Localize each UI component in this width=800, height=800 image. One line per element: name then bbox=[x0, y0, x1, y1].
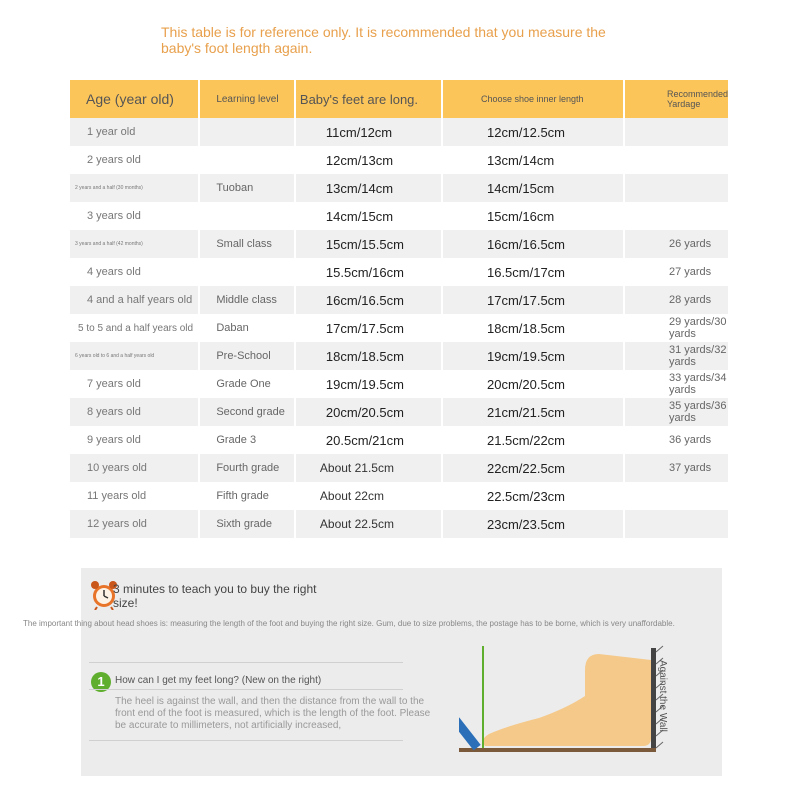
cell-learning-level: Grade 3 bbox=[200, 426, 296, 454]
cell-age: 1 year old bbox=[70, 118, 200, 146]
guide-tip: The important thing about head shoes is: measuring the length of the foot and buying the right size. Gum, due to size problems, the postage has to be borne, which is very unaffordable. bbox=[23, 619, 675, 628]
cell-shoe-length: 20cm/20.5cm bbox=[443, 370, 625, 398]
cell-learning-level: Small class bbox=[200, 230, 296, 258]
cell-shoe-length: 23cm/23.5cm bbox=[443, 510, 625, 538]
cell-shoe-length: 17cm/17.5cm bbox=[443, 286, 625, 314]
cell-feet-length: 20.5cm/21cm bbox=[296, 426, 443, 454]
cell-yardage: 28 yards bbox=[625, 286, 730, 314]
header-feet-length: Baby's feet are long. bbox=[296, 80, 443, 118]
cell-yardage: 26 yards bbox=[625, 230, 730, 258]
table-row bbox=[70, 454, 730, 482]
cell-feet-length: 20cm/20.5cm bbox=[296, 398, 443, 426]
guide-title: 3 minutes to teach you to buy the right size! bbox=[113, 582, 317, 610]
cell-learning-level bbox=[200, 258, 296, 286]
cell-shoe-length: 22.5cm/23cm bbox=[443, 482, 625, 510]
cell-yardage bbox=[625, 510, 730, 538]
cell-age: 8 years old bbox=[70, 398, 200, 426]
cell-age: 5 to 5 and a half years old bbox=[70, 314, 200, 342]
cell-feet-length: 18cm/18.5cm bbox=[296, 342, 443, 370]
cell-yardage bbox=[625, 202, 730, 230]
cell-age: 11 years old bbox=[70, 482, 200, 510]
cell-yardage bbox=[625, 482, 730, 510]
cell-learning-level: Fourth grade bbox=[200, 454, 296, 482]
cell-yardage: 37 yards bbox=[625, 454, 730, 482]
wall-label: Against the Wall bbox=[657, 660, 668, 732]
cell-feet-length: 14cm/15cm bbox=[296, 202, 443, 230]
cell-learning-level bbox=[200, 202, 296, 230]
reference-notice: This table is for reference only. It is recommended that you measure the baby's foot length again. bbox=[161, 24, 606, 56]
cell-shoe-length: 18cm/18.5cm bbox=[443, 314, 625, 342]
cell-shoe-length: 14cm/15cm bbox=[443, 174, 625, 202]
measuring-guide-panel bbox=[23, 568, 722, 776]
cell-learning-level: Daban bbox=[200, 314, 296, 342]
cell-yardage: 33 yards/34 yards bbox=[625, 370, 730, 398]
cell-learning-level bbox=[200, 118, 296, 146]
step-number-badge: 1 bbox=[91, 672, 111, 692]
cell-age: 2 years old bbox=[70, 146, 200, 174]
table-row bbox=[70, 118, 730, 146]
table-row bbox=[70, 370, 730, 398]
cell-age: 9 years old bbox=[70, 426, 200, 454]
header-yardage: Recommended Yardage bbox=[625, 80, 730, 118]
cell-learning-level: Fifth grade bbox=[200, 482, 296, 510]
cell-yardage bbox=[625, 174, 730, 202]
header-learning-level: Learning level bbox=[200, 80, 296, 118]
cell-age: 4 and a half years old bbox=[70, 286, 200, 314]
cell-feet-length: 19cm/19.5cm bbox=[296, 370, 443, 398]
cell-age: 7 years old bbox=[70, 370, 200, 398]
cell-feet-length: 15.5cm/16cm bbox=[296, 258, 443, 286]
cell-shoe-length: 12cm/12.5cm bbox=[443, 118, 625, 146]
cell-feet-length: 13cm/14cm bbox=[296, 174, 443, 202]
cell-feet-length: About 21.5cm bbox=[296, 454, 443, 482]
table-row bbox=[70, 230, 730, 258]
cell-yardage: 35 yards/36 yards bbox=[625, 398, 730, 426]
cell-age: 2 years and a half (30 months) bbox=[70, 174, 200, 202]
cell-age: 6 years old to 6 and a half years old bbox=[70, 342, 200, 370]
header-age: Age (year old) bbox=[70, 80, 200, 118]
size-chart-table bbox=[70, 80, 730, 538]
table-row bbox=[70, 398, 730, 426]
cell-shoe-length: 13cm/14cm bbox=[443, 146, 625, 174]
cell-shoe-length: 21cm/21.5cm bbox=[443, 398, 625, 426]
divider bbox=[89, 740, 403, 741]
table-row bbox=[70, 258, 730, 286]
cell-shoe-length: 16cm/16.5cm bbox=[443, 230, 625, 258]
foot-measure-illustration bbox=[459, 638, 689, 758]
table-row bbox=[70, 342, 730, 370]
table-row bbox=[70, 426, 730, 454]
cell-yardage: 36 yards bbox=[625, 426, 730, 454]
cell-feet-length: 12cm/13cm bbox=[296, 146, 443, 174]
step-question: How can I get my feet long? (New on the right) bbox=[115, 675, 322, 686]
cell-learning-level: Grade One bbox=[200, 370, 296, 398]
cell-shoe-length: 15cm/16cm bbox=[443, 202, 625, 230]
step-description: The heel is against the wall, and then the distance from the wall to the front end of the foot is measured, which is the length of the foot. Please be accurate to millimeters, not artificially increased, bbox=[115, 696, 431, 731]
cell-learning-level: Sixth grade bbox=[200, 510, 296, 538]
cell-learning-level: Tuoban bbox=[200, 174, 296, 202]
divider bbox=[89, 662, 403, 663]
table-row bbox=[70, 314, 730, 342]
table-row bbox=[70, 174, 730, 202]
cell-shoe-length: 22cm/22.5cm bbox=[443, 454, 625, 482]
cell-shoe-length: 19cm/19.5cm bbox=[443, 342, 625, 370]
cell-learning-level: Middle class bbox=[200, 286, 296, 314]
cell-age: 10 years old bbox=[70, 454, 200, 482]
cell-yardage: 29 yards/30 yards bbox=[625, 314, 730, 342]
cell-age: 12 years old bbox=[70, 510, 200, 538]
cell-feet-length: About 22cm bbox=[296, 482, 443, 510]
cell-shoe-length: 21.5cm/22cm bbox=[443, 426, 625, 454]
cell-yardage: 31 yards/32 yards bbox=[625, 342, 730, 370]
table-header-row bbox=[70, 80, 730, 118]
cell-yardage bbox=[625, 118, 730, 146]
cell-feet-length: 16cm/16.5cm bbox=[296, 286, 443, 314]
cell-feet-length: 15cm/15.5cm bbox=[296, 230, 443, 258]
cell-age: 4 years old bbox=[70, 258, 200, 286]
header-shoe-length: Choose shoe inner length bbox=[443, 80, 625, 118]
cell-yardage: 27 yards bbox=[625, 258, 730, 286]
table-row bbox=[70, 286, 730, 314]
cell-shoe-length: 16.5cm/17cm bbox=[443, 258, 625, 286]
cell-feet-length: 11cm/12cm bbox=[296, 118, 443, 146]
table-row bbox=[70, 510, 730, 538]
table-row bbox=[70, 482, 730, 510]
cell-learning-level: Second grade bbox=[200, 398, 296, 426]
cell-learning-level: Pre-School bbox=[200, 342, 296, 370]
divider bbox=[89, 689, 403, 690]
cell-feet-length: 17cm/17.5cm bbox=[296, 314, 443, 342]
cell-age: 3 years and a half (42 months) bbox=[70, 230, 200, 258]
cell-feet-length: About 22.5cm bbox=[296, 510, 443, 538]
cell-learning-level bbox=[200, 146, 296, 174]
table-row bbox=[70, 202, 730, 230]
cell-age: 3 years old bbox=[70, 202, 200, 230]
cell-yardage bbox=[625, 146, 730, 174]
table-row bbox=[70, 146, 730, 174]
